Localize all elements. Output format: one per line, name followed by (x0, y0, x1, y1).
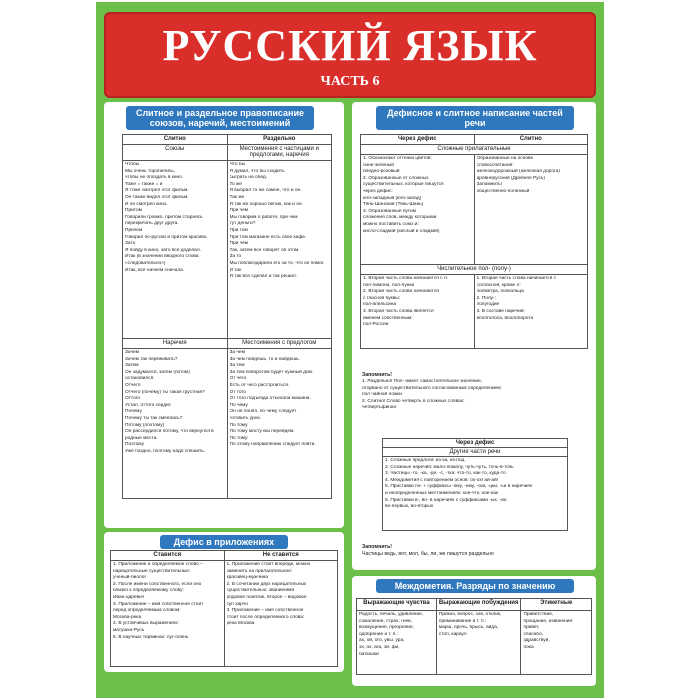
text-line: Зачем так переживать? (125, 356, 178, 362)
text-line: 5. В научных терминах: луг-олень (113, 634, 189, 640)
panel-conjunctions-title: Слитное и раздельное правописание союзов, наречий, местоимений (126, 106, 314, 130)
text-line: согласной, кроме л: (476, 282, 521, 288)
text-line: возмущение, презрение, (359, 625, 414, 631)
text-line: древнерусский (Древняя Русь) (476, 175, 545, 181)
text-line: За чем (229, 350, 245, 355)
table-other-parts (382, 438, 568, 531)
text-line: сине-зеленый (363, 162, 394, 168)
text-line: пол-апельсина (363, 302, 397, 308)
text-line: близко к определяемому слову: (113, 588, 184, 594)
text-line: полугодие (476, 302, 500, 308)
text-line: 2. Вторая часть слова начинается (363, 289, 439, 295)
text-line: 4. В устойчивых выражениях: (113, 621, 179, 627)
subheader-left-2: Наречия (123, 339, 228, 349)
text-line: существительных: звание/имя (226, 588, 295, 594)
text-line: 3. Приложение – имя собственное стоит (113, 601, 204, 607)
text-line: сложения слов, между которыми (363, 215, 437, 221)
text-line: родные места. (125, 435, 158, 441)
cell-not-placed (224, 561, 338, 667)
text-line: 1. Приложение и определяемое слово – (113, 562, 203, 567)
text-line: При том магазине есть свое кафе. (229, 234, 307, 240)
text-line: По тому (229, 435, 248, 441)
cell-adj-left (361, 155, 475, 265)
text-line: При чем (229, 241, 249, 247)
poster-title: РУССКИЙ ЯЗЫК (162, 21, 538, 70)
panel-appositions-title: Дефис в приложениях (160, 535, 288, 549)
table-appositions (110, 550, 338, 667)
col-header-urges: Выражающие побуждения (436, 599, 521, 611)
text-line: Зато (125, 241, 136, 247)
text-line: От того (229, 389, 246, 395)
text-line: тут деньги? (229, 221, 256, 227)
text-line: Тоже = также = и (125, 181, 163, 187)
text-line: «следовательно») (125, 260, 166, 266)
col-header-placed: Ставится (111, 551, 225, 561)
note-block (362, 372, 586, 412)
text-line: Мы говорим о работе, при чем (229, 214, 298, 220)
poster-header (104, 12, 596, 98)
text-line: привет, (523, 625, 540, 631)
text-line: 5. Приставки по- + суффиксы -ому, -ему, -ски, -цки, -ьи в наречиях (385, 484, 533, 490)
text-line: Так, затем все говорят об этом. (229, 247, 300, 253)
text-line: можно поставить союз и: (363, 221, 419, 227)
text-line: пока (523, 644, 534, 650)
text-line: От чего (229, 376, 247, 382)
text-line: 1. Приложение стоит впереди, можно (226, 562, 311, 567)
text-line: прощание, извинение: (523, 618, 574, 624)
text-line: Я выбрал то же самое, что и он. (229, 188, 302, 194)
text-line: 2. После имени собственного, если оно (113, 581, 202, 587)
cell-placed (111, 561, 225, 667)
text-line: И он смотрел кино. (125, 201, 168, 207)
cell-left-2 (123, 349, 228, 499)
text-line: остановился. (125, 376, 155, 382)
text-line: За то (229, 254, 242, 260)
cell-left-1 (123, 161, 228, 339)
text-line: полметра, полкольца (476, 289, 524, 295)
text-line: И так (229, 267, 242, 273)
text-line: 3. Частицы -то, -ка, -де, -с, -тка: что-то, как-то, куда-то (385, 471, 506, 477)
text-line: Зачем (125, 350, 139, 355)
text-line: готовить урок. (229, 415, 261, 421)
text-line: Уже поздно, поэтому надо спешить. (125, 448, 206, 454)
text-line: пол чайной ложки (362, 392, 402, 398)
text-line: пол-лимона, пол-лунки (363, 282, 415, 288)
cell-num-left (361, 275, 475, 349)
text-line: марш, прочь, брысь, айда, (438, 625, 499, 631)
col-header-together: Слитно (474, 135, 588, 145)
text-line: Я так же хорошо бегаю, как и он. (229, 201, 303, 207)
text-line: спасибо, (523, 631, 543, 637)
text-line: во-первых, во-вторых (385, 504, 434, 510)
text-line: Мы поблагодарили его за то, что он помог. (229, 260, 325, 266)
other-parts-list (383, 457, 568, 531)
text-line: Говорили громко, притом стараясь (125, 214, 203, 220)
text-line: Потому (поэтому) (125, 422, 165, 428)
poster-background (96, 2, 604, 698)
text-line: За тем поворотом будет нужный дом. (229, 369, 314, 375)
text-line: перекричать друг друга. (125, 221, 179, 227)
text-line: кисло-сладкий (кислый и сладкий) (363, 228, 440, 234)
text-line: 2. В сочетании двух нарицательных (226, 581, 307, 587)
col-header-not-placed: Не ставится (224, 551, 338, 561)
panel-conjunctions (104, 102, 344, 528)
text-line: Запомнить! (476, 182, 502, 188)
text-line: 3. Приложение – имя собственное (226, 608, 304, 614)
subheader-left-1: Союзы (123, 145, 228, 161)
note2-title: Запомнить! (362, 544, 392, 550)
text-line: Затем (125, 363, 139, 369)
text-line: и неопределенных местоимениях: кое-что, кое-как (385, 490, 499, 496)
text-line: От того подъезда отъехала машина. (229, 396, 311, 402)
text-line: Он задумался, затем (потом) (125, 369, 190, 375)
text-line: Притом (125, 208, 142, 214)
subheader-right-1: Местоимения с частицами и предлогами, наречия (227, 145, 332, 161)
text-line: четвертьфинал (362, 405, 397, 411)
cell-num-right (474, 275, 588, 349)
text-line: Приветствие, (523, 612, 554, 617)
col-header-etiquette: Этикетные (521, 599, 592, 611)
text-line: 1. Сложные предлоги: из-за, из-под (385, 458, 465, 463)
cell-adj-right (474, 155, 588, 265)
panel-hyphen (352, 102, 596, 570)
text-line: По чему (229, 402, 248, 408)
text-line: бледно-розовый (363, 169, 400, 175)
text-line: Мы очень торопились, (125, 168, 176, 174)
other-parts-subheader: Другие части речи (383, 448, 568, 457)
note2-block (362, 544, 586, 558)
table-conjunctions (122, 134, 332, 499)
text-line: словосочетания: (476, 162, 514, 168)
text-line: Причем (125, 227, 143, 233)
text-line: красавец-мужчина (226, 575, 268, 581)
subheader-numeral: Числительное пол- (полу-) (361, 265, 588, 275)
text-line: нарицательные существительные: (113, 568, 191, 574)
text-line: одобрение и т. п.: (359, 631, 399, 637)
text-line: Тянь-Шанский (Тянь-Шань) (363, 202, 424, 208)
text-line: Он также видел этот фильм. (125, 194, 189, 200)
text-line: общественно-полезный (476, 188, 530, 194)
note2-text: Частицы ведь, вот, мол, бы, ли, же пишутся раздельно (362, 551, 494, 557)
text-line: Иван-царевич (113, 594, 145, 600)
text-line: Отчего (почему) ты такая грустная? (125, 389, 205, 395)
panel-appositions (104, 532, 344, 672)
text-line: пол-России (363, 322, 389, 328)
col-header-left: Слитно (123, 135, 228, 145)
table-adjectives (360, 134, 588, 349)
text-line: Почему ты так смеялась? (125, 415, 183, 421)
text-line: чтобы не опоздать в кино. (125, 175, 184, 181)
text-line: За чем пойдешь, то и найдешь. (229, 356, 300, 362)
table-interjections (356, 598, 592, 675)
text-line: с гласной буквы: (363, 295, 401, 301)
text-line: существительных, которые пишутся (363, 182, 444, 188)
text-line: здравствуй, (523, 638, 550, 644)
text-line: То же (229, 181, 242, 187)
text-line: Я думал, что бы сходить (229, 168, 285, 174)
text-line: По тому мосту мы перейдем. (229, 429, 295, 435)
text-line: река Москва (226, 621, 255, 627)
text-line: Так же (229, 194, 245, 200)
text-line: Я тоже смотрел этот фильм. (125, 188, 189, 194)
panel-hyphen-title: Дефисное и слитное написание частей речи (376, 106, 574, 130)
poster-subtitle: ЧАСТЬ 6 (320, 74, 380, 89)
text-line: 3. Образованные путем (363, 208, 416, 214)
text-line: За тем (229, 363, 245, 369)
text-line: 2. Слитно! Слово четверть в сложных словах: (362, 398, 465, 404)
panel-interjections (352, 576, 596, 686)
text-line: ах, ой, ого, увы, ура, (359, 638, 405, 644)
text-line: 2. Сложные наречия: мало-помалу, чуть-чуть, точь-в-точь (385, 464, 514, 470)
text-line: 2. Полу-: (476, 295, 496, 301)
text-line: матушка-Русь (113, 627, 145, 633)
text-line: через дефис: (363, 188, 393, 194)
text-line: вполголоса, вполоборота (476, 315, 534, 321)
text-line: По этому направлению следует пойти. (229, 442, 316, 448)
col-header-right: Раздельно (227, 135, 332, 145)
text-line: Приказ, вопрос, зов, отклик, (438, 612, 502, 617)
text-line: Отчего (125, 382, 141, 388)
text-line: При чем (229, 208, 249, 214)
text-line: Говорил по-русски и притом красиво. (125, 234, 208, 240)
text-line: 2. Образованные от сложных (363, 175, 429, 181)
text-line: Я пойду в кино, зато все доделал. (125, 247, 201, 253)
text-line: 1. Вторая часть слова начинается с л: (363, 276, 449, 281)
text-line: юго-западный (юго-запад) (363, 195, 422, 201)
text-line: Образованные на основе (476, 156, 534, 161)
text-line: 1. Вторая часть слова начинается с (476, 276, 557, 281)
text-line: стоп, караул (438, 631, 467, 637)
text-line: приманивание и т. п.: (438, 618, 487, 624)
text-line: Есть от чего расстроиться. (229, 382, 290, 388)
text-line: перед определяемым словом: (113, 608, 181, 614)
text-line: именем собственным: (363, 315, 413, 321)
text-line: Итак (в значении вводного слова (125, 254, 199, 260)
text-line: Радость, печаль, удивление, (359, 612, 424, 617)
text-line: Устал, оттого сердит. (125, 402, 172, 408)
text-line: Поэтому (125, 442, 145, 448)
panel-interjections-title: Междометия. Разряды по значению (376, 579, 574, 593)
text-line: Москва-река (113, 614, 142, 620)
text-line: 1. Обозначают оттенки цветов: (363, 156, 432, 161)
text-line: оторвано от существительного согласованным определением: (362, 385, 502, 391)
text-line: Почему (125, 409, 142, 415)
note-title: Запомнить! (362, 372, 392, 378)
text-line: эх, ох, ага, эй, фи, (359, 644, 400, 650)
text-line: 1. Раздельно! Пол- имеет самостоятельное значение, (362, 379, 483, 384)
text-line: 3. Вторая часть слова является (363, 308, 434, 314)
text-line: При том (229, 227, 248, 233)
text-line: стоит после определяемого слова: (226, 614, 305, 620)
text-line: батюшки (359, 651, 379, 657)
text-line: 6. Приставки в-, во- в наречиях с суффиксами -ых, -их: (385, 497, 508, 503)
note-lines (362, 379, 586, 412)
text-line: суп харчо (226, 601, 248, 607)
cell-etiquette (521, 611, 592, 675)
text-line: Он рассердился потому, что вернулся в (125, 429, 214, 435)
text-line: 3. В составе наречий: (476, 308, 525, 314)
subheader-adjectives: Сложные прилагательные (361, 145, 588, 155)
cell-urges (436, 611, 521, 675)
text-line: железнодорожный (железная дорога) (476, 169, 560, 175)
text-line: родовое понятие, второе – видовое: (226, 594, 308, 600)
text-line: Он не понял, по чему следует (229, 409, 297, 415)
text-line: сыграть на обед. (229, 175, 268, 181)
text-line: Я так все сделал и так решил. (229, 274, 297, 280)
cell-right-2 (227, 349, 332, 499)
text-line: 4. Междометия с повторением основ: ох-ох! ай-ай! (385, 477, 499, 483)
text-line: Чтобы (125, 162, 140, 167)
text-line: Что бы (229, 162, 246, 167)
text-line: Итак, все начнем сначала. (125, 267, 185, 273)
subheader-right-2: Местоимения с предлогом (227, 339, 332, 349)
text-line: заменить на прилагательное: (226, 568, 293, 574)
text-line: сожаление, страх, гнев, (359, 618, 413, 624)
cell-right-1 (227, 161, 332, 339)
text-line: Оттого (125, 396, 141, 402)
col-header-hyphen: Через дефис (361, 135, 475, 145)
text-line: По тому (229, 422, 248, 428)
col-header-feelings: Выражающие чувства (357, 599, 437, 611)
cell-feelings (357, 611, 437, 675)
other-parts-header: Через дефис (383, 439, 568, 448)
text-line: ученый-биолог (113, 575, 147, 581)
